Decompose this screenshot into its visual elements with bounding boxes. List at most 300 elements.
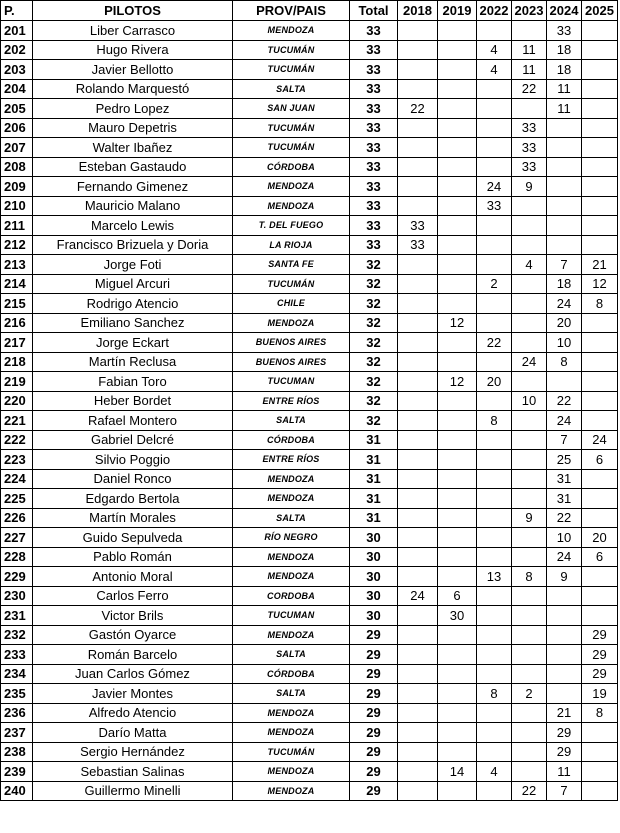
year-2023-cell: 11	[512, 40, 547, 60]
province-cell: MENDOZA	[233, 313, 350, 333]
year-2023-cell: 22	[512, 781, 547, 801]
pilot-name-cell: Alfredo Atencio	[33, 703, 233, 723]
pilot-name-cell: Walter Ibañez	[33, 138, 233, 158]
header-pilotos: PILOTOS	[33, 1, 233, 21]
year-2024-cell: 7	[547, 781, 582, 801]
pilot-name-cell: Guillermo Minelli	[33, 781, 233, 801]
table-row	[1, 352, 618, 372]
year-2019-cell	[438, 469, 477, 489]
pilot-name-cell: Pedro Lopez	[33, 99, 233, 119]
pilot-name-cell: Martín Morales	[33, 508, 233, 528]
position-cell: 202	[1, 40, 33, 60]
province-cell: BUENOS AIRES	[233, 352, 350, 372]
total-cell: 29	[350, 762, 398, 782]
pilot-name-cell: Javier Bellotto	[33, 60, 233, 80]
year-2023-cell	[512, 469, 547, 489]
year-2022-cell	[477, 21, 512, 41]
total-cell: 33	[350, 235, 398, 255]
year-2023-cell	[512, 703, 547, 723]
year-2019-cell	[438, 274, 477, 294]
position-cell: 238	[1, 742, 33, 762]
year-2018-cell: 22	[398, 99, 438, 119]
year-2018-cell	[398, 508, 438, 528]
pilot-name-cell: Román Barcelo	[33, 645, 233, 665]
table-row	[1, 196, 618, 216]
year-2024-cell: 18	[547, 40, 582, 60]
position-cell: 209	[1, 177, 33, 197]
position-cell: 213	[1, 255, 33, 275]
year-2025-cell	[582, 118, 618, 138]
table-row	[1, 469, 618, 489]
total-cell: 29	[350, 684, 398, 704]
year-2019-cell	[438, 430, 477, 450]
year-2019-cell	[438, 703, 477, 723]
year-2022-cell	[477, 235, 512, 255]
table-row	[1, 645, 618, 665]
table-row	[1, 742, 618, 762]
year-2024-cell: 11	[547, 79, 582, 99]
year-2022-cell	[477, 645, 512, 665]
pilot-name-cell: Sebastian Salinas	[33, 762, 233, 782]
year-2018-cell	[398, 528, 438, 548]
year-2023-cell	[512, 99, 547, 119]
year-2023-cell: 33	[512, 118, 547, 138]
province-cell: TUCUMÁN	[233, 60, 350, 80]
year-2024-cell: 31	[547, 489, 582, 509]
year-2023-cell	[512, 742, 547, 762]
year-2019-cell	[438, 255, 477, 275]
table-row	[1, 372, 618, 392]
year-2025-cell	[582, 508, 618, 528]
year-2023-cell	[512, 664, 547, 684]
year-2023-cell	[512, 372, 547, 392]
total-cell: 32	[350, 294, 398, 314]
year-2018-cell: 33	[398, 235, 438, 255]
pilot-name-cell: Gastón Oyarce	[33, 625, 233, 645]
year-2022-cell: 4	[477, 762, 512, 782]
position-cell: 231	[1, 606, 33, 626]
year-2022-cell	[477, 664, 512, 684]
year-2023-cell	[512, 489, 547, 509]
table-row	[1, 664, 618, 684]
table-row	[1, 118, 618, 138]
year-2022-cell	[477, 586, 512, 606]
pilot-name-cell: Gabriel Delcré	[33, 430, 233, 450]
year-2023-cell	[512, 411, 547, 431]
year-2019-cell	[438, 567, 477, 587]
year-2019-cell	[438, 79, 477, 99]
position-cell: 221	[1, 411, 33, 431]
year-2024-cell: 29	[547, 742, 582, 762]
year-2024-cell	[547, 586, 582, 606]
year-2023-cell	[512, 528, 547, 548]
year-2024-cell: 20	[547, 313, 582, 333]
year-2019-cell	[438, 742, 477, 762]
total-cell: 30	[350, 586, 398, 606]
position-cell: 215	[1, 294, 33, 314]
pilot-name-cell: Heber Bordet	[33, 391, 233, 411]
total-cell: 32	[350, 391, 398, 411]
year-2018-cell	[398, 489, 438, 509]
year-2019-cell: 12	[438, 372, 477, 392]
pilot-name-cell: Rafael Montero	[33, 411, 233, 431]
year-2024-cell	[547, 235, 582, 255]
pilot-name-cell: Mauro Depetris	[33, 118, 233, 138]
province-cell: TUCUMÁN	[233, 274, 350, 294]
year-2025-cell: 29	[582, 625, 618, 645]
table-row	[1, 60, 618, 80]
year-2018-cell	[398, 723, 438, 743]
table-row	[1, 684, 618, 704]
pilot-name-cell: Guido Sepulveda	[33, 528, 233, 548]
year-2018-cell	[398, 196, 438, 216]
table-row	[1, 21, 618, 41]
year-2018-cell	[398, 294, 438, 314]
year-2018-cell	[398, 391, 438, 411]
year-2018-cell	[398, 118, 438, 138]
year-2019-cell	[438, 645, 477, 665]
table-row	[1, 547, 618, 567]
table-row	[1, 567, 618, 587]
total-cell: 31	[350, 469, 398, 489]
pilot-name-cell: Antonio Moral	[33, 567, 233, 587]
position-cell: 233	[1, 645, 33, 665]
total-cell: 30	[350, 606, 398, 626]
year-2022-cell	[477, 79, 512, 99]
year-2018-cell	[398, 645, 438, 665]
province-cell: TUCUMAN	[233, 606, 350, 626]
year-2023-cell: 22	[512, 79, 547, 99]
table-row	[1, 430, 618, 450]
year-2025-cell	[582, 742, 618, 762]
pilot-name-cell: Emiliano Sanchez	[33, 313, 233, 333]
year-2019-cell	[438, 21, 477, 41]
year-2025-cell	[582, 352, 618, 372]
year-2025-cell	[582, 196, 618, 216]
year-2023-cell: 9	[512, 177, 547, 197]
province-cell: TUCUMÁN	[233, 138, 350, 158]
year-2023-cell: 11	[512, 60, 547, 80]
year-2018-cell	[398, 60, 438, 80]
year-2023-cell	[512, 216, 547, 236]
year-2022-cell	[477, 118, 512, 138]
pilot-name-cell: Hugo Rivera	[33, 40, 233, 60]
position-cell: 208	[1, 157, 33, 177]
year-2024-cell: 31	[547, 469, 582, 489]
total-cell: 32	[350, 255, 398, 275]
table-row	[1, 781, 618, 801]
table-row	[1, 508, 618, 528]
province-cell: SALTA	[233, 645, 350, 665]
table-row	[1, 703, 618, 723]
table-row	[1, 625, 618, 645]
year-2019-cell	[438, 450, 477, 470]
header-total: Total	[350, 1, 398, 21]
year-2023-cell	[512, 547, 547, 567]
year-2018-cell	[398, 703, 438, 723]
year-2022-cell	[477, 703, 512, 723]
header-2023: 2023	[512, 1, 547, 21]
province-cell: ENTRE RÍOS	[233, 391, 350, 411]
pilot-name-cell: Rodrigo Atencio	[33, 294, 233, 314]
year-2025-cell	[582, 40, 618, 60]
year-2024-cell: 18	[547, 274, 582, 294]
province-cell: RÍO NEGRO	[233, 528, 350, 548]
province-cell: CÓRDOBA	[233, 157, 350, 177]
total-cell: 29	[350, 703, 398, 723]
year-2019-cell	[438, 157, 477, 177]
total-cell: 33	[350, 60, 398, 80]
year-2023-cell	[512, 235, 547, 255]
year-2022-cell: 13	[477, 567, 512, 587]
table-row	[1, 411, 618, 431]
total-cell: 32	[350, 352, 398, 372]
total-cell: 32	[350, 333, 398, 353]
year-2023-cell: 33	[512, 157, 547, 177]
province-cell: CÓRDOBA	[233, 430, 350, 450]
year-2022-cell	[477, 489, 512, 509]
table-row	[1, 79, 618, 99]
year-2023-cell	[512, 430, 547, 450]
year-2022-cell	[477, 781, 512, 801]
total-cell: 33	[350, 118, 398, 138]
year-2025-cell	[582, 138, 618, 158]
year-2024-cell: 25	[547, 450, 582, 470]
total-cell: 33	[350, 177, 398, 197]
year-2019-cell	[438, 391, 477, 411]
year-2023-cell	[512, 762, 547, 782]
table-row	[1, 216, 618, 236]
year-2019-cell	[438, 40, 477, 60]
total-cell: 30	[350, 567, 398, 587]
year-2019-cell: 14	[438, 762, 477, 782]
position-cell: 225	[1, 489, 33, 509]
total-cell: 31	[350, 508, 398, 528]
position-cell: 219	[1, 372, 33, 392]
year-2018-cell	[398, 79, 438, 99]
year-2023-cell	[512, 723, 547, 743]
table-row	[1, 723, 618, 743]
position-cell: 214	[1, 274, 33, 294]
pilot-name-cell: Martín Reclusa	[33, 352, 233, 372]
year-2019-cell	[438, 177, 477, 197]
year-2018-cell	[398, 625, 438, 645]
table-row	[1, 40, 618, 60]
year-2024-cell	[547, 157, 582, 177]
year-2022-cell: 8	[477, 684, 512, 704]
year-2025-cell	[582, 489, 618, 509]
year-2018-cell	[398, 352, 438, 372]
pilot-name-cell: Jorge Eckart	[33, 333, 233, 353]
year-2025-cell	[582, 723, 618, 743]
year-2022-cell	[477, 469, 512, 489]
year-2023-cell	[512, 450, 547, 470]
province-cell: SALTA	[233, 411, 350, 431]
year-2025-cell: 24	[582, 430, 618, 450]
pilot-name-cell: Victor Brils	[33, 606, 233, 626]
year-2024-cell	[547, 372, 582, 392]
year-2019-cell: 6	[438, 586, 477, 606]
year-2018-cell	[398, 684, 438, 704]
position-cell: 212	[1, 235, 33, 255]
year-2024-cell	[547, 684, 582, 704]
position-cell: 217	[1, 333, 33, 353]
year-2024-cell: 24	[547, 294, 582, 314]
header-2019: 2019	[438, 1, 477, 21]
year-2022-cell	[477, 157, 512, 177]
year-2019-cell	[438, 528, 477, 548]
year-2023-cell	[512, 606, 547, 626]
position-cell: 228	[1, 547, 33, 567]
position-cell: 236	[1, 703, 33, 723]
province-cell: MENDOZA	[233, 547, 350, 567]
year-2022-cell: 4	[477, 40, 512, 60]
total-cell: 29	[350, 645, 398, 665]
position-cell: 216	[1, 313, 33, 333]
year-2025-cell: 29	[582, 664, 618, 684]
year-2025-cell: 8	[582, 703, 618, 723]
table-row	[1, 99, 618, 119]
year-2022-cell	[477, 99, 512, 119]
total-cell: 31	[350, 450, 398, 470]
year-2025-cell	[582, 469, 618, 489]
year-2025-cell	[582, 79, 618, 99]
year-2022-cell: 2	[477, 274, 512, 294]
year-2022-cell: 8	[477, 411, 512, 431]
year-2024-cell: 9	[547, 567, 582, 587]
total-cell: 33	[350, 99, 398, 119]
year-2019-cell: 30	[438, 606, 477, 626]
year-2022-cell	[477, 547, 512, 567]
total-cell: 33	[350, 138, 398, 158]
year-2024-cell	[547, 216, 582, 236]
year-2024-cell: 24	[547, 411, 582, 431]
total-cell: 33	[350, 157, 398, 177]
province-cell: TUCUMAN	[233, 372, 350, 392]
province-cell: SALTA	[233, 684, 350, 704]
province-cell: MENDOZA	[233, 781, 350, 801]
year-2024-cell	[547, 606, 582, 626]
year-2025-cell: 6	[582, 450, 618, 470]
year-2018-cell	[398, 781, 438, 801]
year-2022-cell: 33	[477, 196, 512, 216]
year-2022-cell	[477, 430, 512, 450]
pilot-name-cell: Esteban Gastaudo	[33, 157, 233, 177]
year-2024-cell: 22	[547, 391, 582, 411]
province-cell: TUCUMÁN	[233, 118, 350, 138]
table-row	[1, 762, 618, 782]
position-cell: 222	[1, 430, 33, 450]
position-cell: 211	[1, 216, 33, 236]
year-2022-cell: 20	[477, 372, 512, 392]
year-2022-cell: 24	[477, 177, 512, 197]
year-2019-cell: 12	[438, 313, 477, 333]
year-2025-cell: 29	[582, 645, 618, 665]
pilot-name-cell: Francisco Brizuela y Doria	[33, 235, 233, 255]
year-2022-cell	[477, 313, 512, 333]
year-2022-cell	[477, 255, 512, 275]
year-2022-cell	[477, 606, 512, 626]
year-2025-cell: 12	[582, 274, 618, 294]
total-cell: 32	[350, 274, 398, 294]
year-2018-cell	[398, 177, 438, 197]
year-2022-cell	[477, 723, 512, 743]
total-cell: 30	[350, 547, 398, 567]
year-2023-cell: 24	[512, 352, 547, 372]
table-row	[1, 138, 618, 158]
position-cell: 240	[1, 781, 33, 801]
year-2022-cell	[477, 138, 512, 158]
table-row	[1, 235, 618, 255]
total-cell: 29	[350, 723, 398, 743]
year-2018-cell	[398, 157, 438, 177]
year-2024-cell	[547, 177, 582, 197]
total-cell: 32	[350, 313, 398, 333]
total-cell: 32	[350, 372, 398, 392]
pilot-name-cell: Fernando Gimenez	[33, 177, 233, 197]
year-2022-cell	[477, 352, 512, 372]
province-cell: MENDOZA	[233, 703, 350, 723]
year-2024-cell: 33	[547, 21, 582, 41]
year-2018-cell	[398, 333, 438, 353]
position-cell: 239	[1, 762, 33, 782]
year-2024-cell: 11	[547, 99, 582, 119]
province-cell: CHILE	[233, 294, 350, 314]
province-cell: MENDOZA	[233, 177, 350, 197]
pilot-name-cell: Daniel Ronco	[33, 469, 233, 489]
year-2024-cell: 7	[547, 430, 582, 450]
position-cell: 237	[1, 723, 33, 743]
province-cell: TUCUMÁN	[233, 742, 350, 762]
table-row	[1, 313, 618, 333]
year-2018-cell	[398, 255, 438, 275]
position-cell: 232	[1, 625, 33, 645]
pilot-name-cell: Darío Matta	[33, 723, 233, 743]
year-2023-cell	[512, 625, 547, 645]
year-2018-cell	[398, 547, 438, 567]
header-2025: 2025	[582, 1, 618, 21]
table-row	[1, 528, 618, 548]
header-2022: 2022	[477, 1, 512, 21]
position-cell: 206	[1, 118, 33, 138]
year-2025-cell	[582, 99, 618, 119]
year-2023-cell: 8	[512, 567, 547, 587]
year-2025-cell: 20	[582, 528, 618, 548]
year-2025-cell	[582, 391, 618, 411]
year-2025-cell: 6	[582, 547, 618, 567]
position-cell: 227	[1, 528, 33, 548]
year-2023-cell: 2	[512, 684, 547, 704]
year-2025-cell	[582, 157, 618, 177]
year-2025-cell	[582, 21, 618, 41]
total-cell: 31	[350, 430, 398, 450]
year-2024-cell	[547, 625, 582, 645]
table-row	[1, 333, 618, 353]
year-2018-cell: 33	[398, 216, 438, 236]
year-2019-cell	[438, 235, 477, 255]
year-2025-cell	[582, 177, 618, 197]
total-cell: 29	[350, 625, 398, 645]
table-row	[1, 177, 618, 197]
position-cell: 226	[1, 508, 33, 528]
year-2018-cell	[398, 430, 438, 450]
year-2025-cell	[582, 606, 618, 626]
header-prov-pais: PROV/PAIS	[233, 1, 350, 21]
year-2022-cell	[477, 508, 512, 528]
total-cell: 33	[350, 196, 398, 216]
year-2024-cell: 29	[547, 723, 582, 743]
year-2024-cell: 22	[547, 508, 582, 528]
